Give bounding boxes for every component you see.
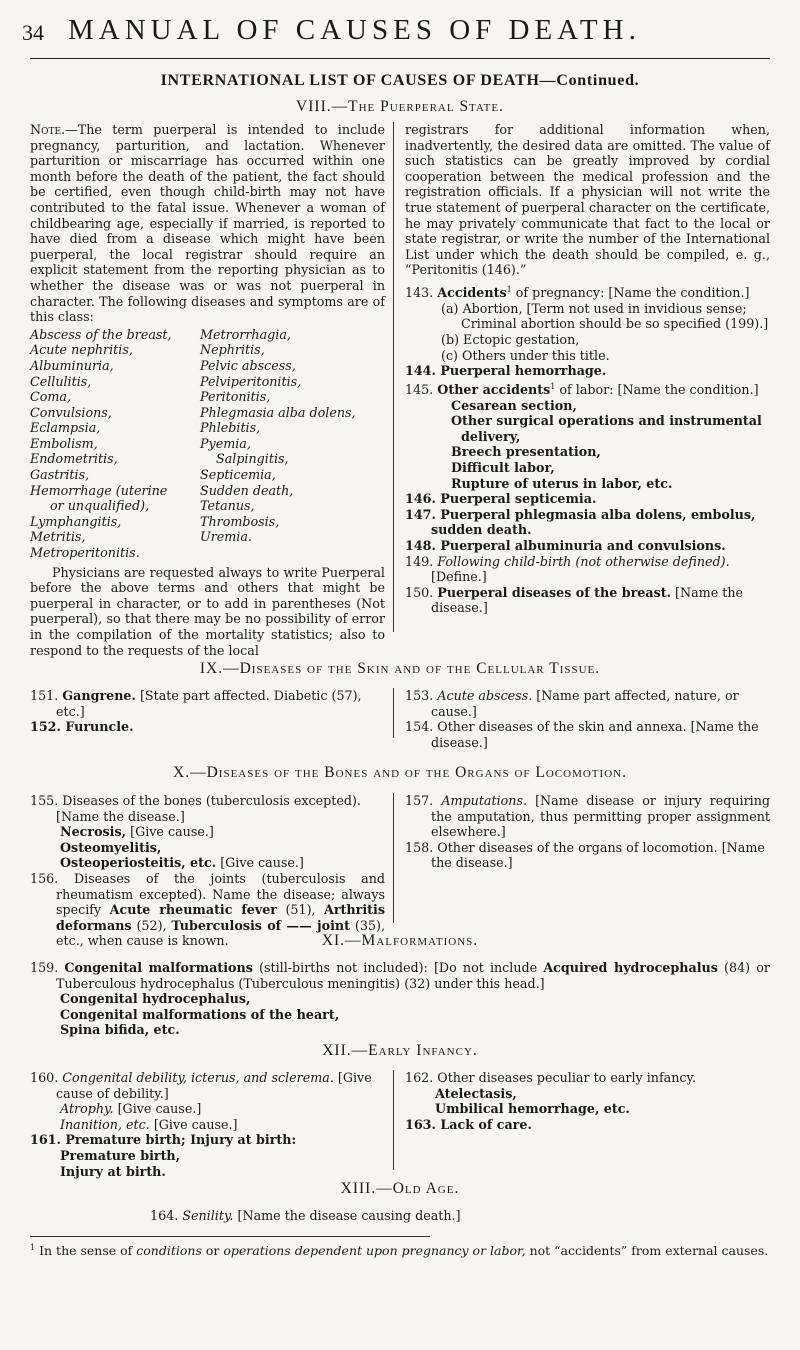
entry-159-s2: Congenital malformations of the heart, [60, 1006, 340, 1022]
page-number: 34 [22, 20, 44, 45]
entry-160-s1: Atrophy. [Give cause.] [60, 1101, 202, 1117]
section-ix-right [405, 688, 770, 750]
disease-cell: Pelviperitonitis, [200, 373, 302, 389]
disease-cell: Sudden death, [200, 482, 294, 498]
disease-cell: or unqualified), [50, 498, 150, 514]
disease-row [30, 327, 356, 343]
header-rule [30, 58, 770, 59]
entry-155-s1: Necrosis, [Give cause.] [60, 824, 214, 840]
entry-145-s5: Rupture of uterus in labor, etc. [451, 475, 673, 491]
entry-143b: (b) Ectopic gestation, [441, 331, 580, 347]
entry-145-s2: Other surgical operations and instrumental delivery, [451, 413, 762, 444]
disease-row [30, 514, 356, 530]
section-xiii-title: XIII.—Old Age. [340, 1180, 460, 1197]
entry-143a: (a) Abortion, [Term not used in invidious sense; Criminal abortion should be so specified (199).] [441, 300, 769, 332]
disease-cell: Eclampsia, [30, 420, 101, 436]
disease-cell: Phlegmasia alba dolens, [200, 404, 356, 420]
entry-162-s1: Atelectasis, [435, 1085, 517, 1101]
entry-144: 144. Puerperal hemorrhage. [405, 363, 607, 379]
main-title: INTERNATIONAL LIST OF CAUSES OF DEATH—Continued. [160, 72, 640, 89]
disease-cell: Phlebitis, [200, 420, 261, 436]
disease-cell: Acute nephritis, [30, 342, 133, 358]
disease-row [30, 451, 356, 467]
disease-row [30, 467, 356, 483]
entry-143c: (c) Others under this title. [441, 347, 610, 363]
entry-160-s2: Inanition, etc. [Give cause.] [60, 1116, 238, 1132]
entry-145: 145. Other accidents$^1$ of labor: [Name the condition.] [405, 381, 759, 397]
disease-row [30, 545, 356, 561]
entry-164: 164. Senility. [Name the disease causing death.] [150, 1208, 461, 1223]
section-xii-title: XII.—Early Infancy. [322, 1042, 478, 1059]
physicians-paragraph: Physicians are requested always to write Puerperal before the above terms and others that might be puerperal in character, or to add in parentheses (Not puerperal), so that there may be no possibility of error in the compilation of the mortality statistics; also to respond to the requests of the local [30, 564, 385, 658]
disease-cell: Pyemia, [200, 435, 251, 451]
disease-cell: Gastritis, [30, 467, 90, 483]
column-divider [393, 688, 394, 738]
running-title: MANUAL OF CAUSES OF DEATH. [68, 14, 641, 46]
entry-159: 159. Congenital malformations (still-births not included): [Do not include Acquired hydrocephalus (84) or Tuberculous hydrocephalus (Tuberculous meningitis) (32) under this head.] [30, 960, 770, 991]
disease-cell: Tetanus, [200, 498, 255, 514]
section-viii-left [30, 122, 385, 658]
footnote: $^1$ In the sense of conditions or operations dependent upon pregnancy or labor, not “accidents” from external causes. [30, 1243, 769, 1259]
section-x-right [405, 793, 770, 871]
disease-cell: Embolism, [30, 435, 98, 451]
note-right: registrars for additional information when, inadvertently, the desired data are omitted. The value of such statistics can be greatly improved by cordial cooperation between the medical profession and the registration officials. If a physician will not write the true statement of puerperal character on the certificate, he may privately communicate that fact to the local or state registrar, or write the number of the International List under which the death should be compiled, e. g., “Peritonitis (146).” [405, 122, 770, 278]
disease-cell: Albuminuria, [30, 357, 114, 373]
disease-cell [200, 545, 356, 561]
disease-cell: Lymphangitis, [30, 513, 122, 529]
entry-149: 149. Following child-birth (not otherwise defined). [Define.] [405, 553, 730, 585]
disease-cell: Metrorrhagia, [200, 326, 291, 342]
disease-cell: Pelvic abscess, [200, 357, 296, 373]
entry-147: 147. Puerperal phlegmasia alba dolens, embolus, sudden death. [405, 506, 756, 538]
section-xii-right [405, 1070, 770, 1132]
entry-155: 155. Diseases of the bones (tuberculosis excepted). [Name the disease.] [30, 793, 361, 824]
section-xii-left [30, 1070, 385, 1179]
disease-cell: Peritonitis, [200, 389, 271, 405]
disease-cell: Salpingitis, [216, 451, 289, 467]
entry-151: 151. Gangrene. [State part affected. Diabetic (57), etc.] [30, 688, 362, 719]
disease-row [30, 483, 356, 499]
disease-cell: Uremia. [200, 529, 252, 545]
entry-155-s2: Osteomyelitis, [60, 839, 162, 855]
section-x-left [30, 793, 385, 949]
entry-143: 143. Accidents$^1$ of pregnancy: [Name the condition.] [405, 284, 750, 301]
disease-cell: Cellulitis, [30, 373, 92, 389]
disease-row [30, 498, 356, 514]
section-xiii [150, 1208, 770, 1224]
entry-146: 146. Puerperal septicemia. [405, 491, 597, 507]
disease-row [30, 358, 356, 374]
entry-162: 162. Other diseases peculiar to early infancy. [405, 1070, 697, 1085]
entry-145-s4: Difficult labor, [451, 459, 555, 475]
entry-157: 157. Amputations. [Name disease or injury requiring the amputation, thus permitting proper assignment elsewhere.] [405, 793, 770, 840]
entry-162-s2: Umbilical hemorrhage, etc. [435, 1101, 630, 1117]
column-divider [393, 122, 394, 632]
disease-cell: Coma, [30, 389, 71, 405]
disease-cell: Abscess of the breast, [30, 326, 172, 342]
entry-161: 161. Premature birth; Injury at birth: [30, 1132, 297, 1148]
entry-161-s2: Injury at birth. [60, 1163, 166, 1179]
section-xi [30, 960, 770, 1038]
column-divider [393, 793, 394, 923]
entry-145-s3: Breech presentation, [451, 444, 601, 460]
running-head [20, 14, 780, 54]
section-viii-right [405, 122, 770, 616]
disease-row [30, 342, 356, 358]
disease-row [30, 529, 356, 545]
section-xi-title: XI.—Malformations. [321, 932, 479, 949]
note-left: Note.—The term puerperal is intended to include pregnancy, parturition, and lactation. Whenever parturition or miscarriage has occurred within one month before the death of the patient, the fact should be certified, even though child-birth may not have contributed to the fatal issue. Whenever a woman of childbearing age, especially if married, is reported to have died from a disease which might have been puerperal, the local registrar should require an explicit statement from the reporting physician as to whether the disease was or was not puerperal in character. The following diseases and symptoms are of this class: [30, 122, 385, 325]
entry-150: 150. Puerperal diseases of the breast. [Name the disease.] [405, 584, 744, 616]
disease-cell: Convulsions, [30, 404, 112, 420]
disease-cell: Metritis, [30, 529, 86, 545]
entry-163: 163. Lack of care. [405, 1116, 532, 1132]
disease-cell: Thrombosis, [200, 513, 280, 529]
section-x-title: X.—Diseases of the Bones and of the Organs of Locomotion. [173, 764, 627, 781]
entry-154: 154. Other diseases of the skin and annexa. [Name the disease.] [405, 719, 759, 750]
footnote-rule [30, 1236, 430, 1237]
entry-161-s1: Premature birth, [60, 1147, 181, 1163]
disease-cell: Hemorrhage (uterine [30, 482, 168, 498]
entry-159-s1: Congenital hydrocephalus, [60, 991, 251, 1007]
entry-156: 156. Diseases of the joints (tuberculosis and rheumatism excepted). Name the disease; always specify Acute rheumatic fever (51), Arthritis deformans (52), Tuberculosis of —— joint (35), etc., when cause is known. [30, 870, 385, 949]
disease-row [30, 374, 356, 390]
disease-cell: Metroperitonitis. [30, 545, 140, 561]
disease-cell: Nephritis, [200, 342, 265, 358]
puerperal-diseases-table [30, 327, 356, 561]
entry-155-s3: Osteoperiosteitis, etc. [Give cause.] [60, 855, 304, 871]
entry-159-s3: Spina bifida, etc. [60, 1022, 180, 1038]
column-divider [393, 1070, 394, 1170]
entry-160: 160. Congenital debility, icterus, and sclerema. [Give cause of debility.] [30, 1070, 372, 1101]
entry-145-s1: Cesarean section, [451, 397, 577, 413]
section-ix-title: IX.—Diseases of the Skin and of the Cellular Tissue. [199, 660, 601, 677]
disease-row [30, 436, 356, 452]
disease-row [30, 389, 356, 405]
section-viii-title: VIII.—The Puerperal State. [296, 98, 504, 115]
disease-row [30, 420, 356, 436]
entry-152: 152. Furuncle. [30, 719, 134, 735]
disease-cell: Endometritis, [30, 451, 118, 467]
entry-158: 158. Other diseases of the organs of locomotion. [Name the disease.] [405, 839, 765, 871]
entry-153: 153. Acute abscess. [Name part affected, nature, or cause.] [405, 688, 739, 719]
disease-cell: Septicemia, [200, 467, 276, 483]
section-ix-left [30, 688, 385, 735]
disease-row [30, 405, 356, 421]
entry-148: 148. Puerperal albuminuria and convulsions. [405, 537, 726, 553]
